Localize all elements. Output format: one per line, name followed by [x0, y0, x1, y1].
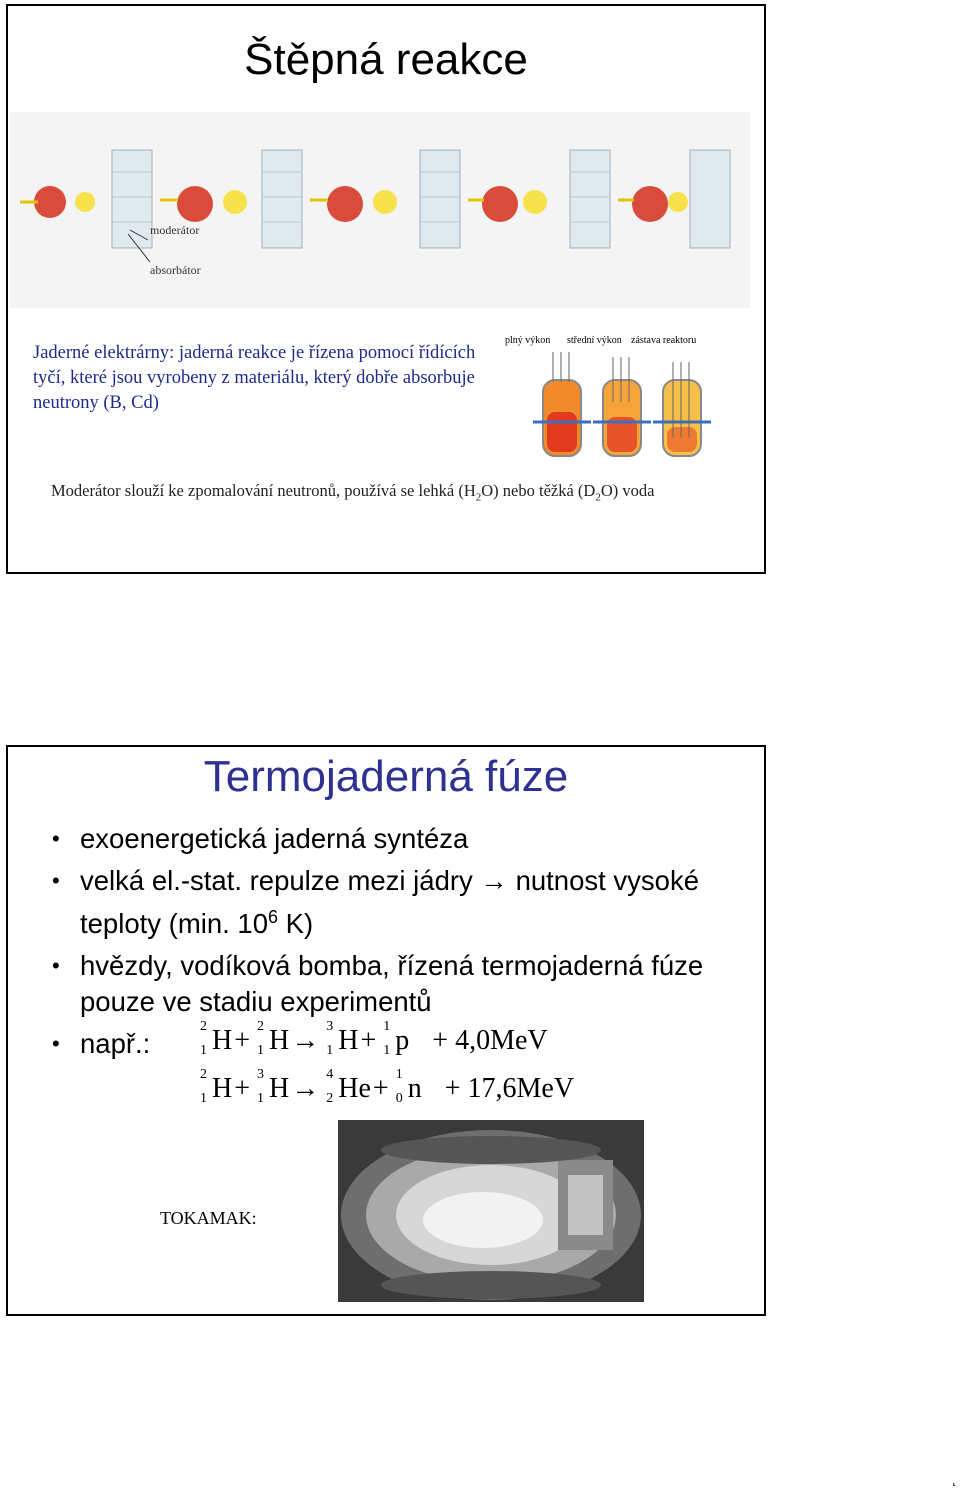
page-corner-mark: ˛ [952, 1470, 957, 1486]
reactor-power-states-image [503, 332, 718, 462]
slide-fusion [6, 745, 766, 1316]
bullet-item: • velká el.-stat. repulze mezi jádry → nutnost vysoké teploty (min. $10^6$ K) [52, 865, 700, 940]
bullet-item: • např.: [52, 1028, 151, 1060]
reactor-label-shutdown: zástava reaktoru [631, 335, 697, 346]
slide-title: Štěpná reakce [244, 35, 528, 84]
reactor-label-medium: střední výkon [567, 335, 622, 346]
reactor-label-full: plný výkon [505, 335, 551, 346]
tokamak-label: TOKAMAK: [160, 1208, 257, 1228]
moderator-label: moderátor [150, 223, 200, 237]
tokamak-photo [338, 1120, 644, 1302]
slide-title: Termojaderná fúze [203, 752, 569, 801]
fission-chain-diagram [10, 112, 750, 308]
fusion-equation-1: 2 1 H+ 2 1 H→ 3 1 H+ 1 1 p + 4,0MeV [200, 1019, 548, 1058]
absorber-label: absorbátor [150, 263, 201, 277]
moderator-text: Moderátor slouží ke zpomalování neutronů, používá se lehká $(H_2O)$ nebo těžká $(D_2O)$ voda [51, 481, 655, 504]
control-rods-text: Jaderné elektrárny: jaderná reakce je řízena pomocí řídících tyčí, které jsou vyrobeny z materiálu, který dobře absorbuje neutrony (B, Cd) [33, 343, 476, 413]
fusion-equation-2: 2 1 H+ 3 1 H→ 4 2 He+ 1 0 n + 17,6MeV [200, 1067, 575, 1106]
bullet-item: • hvězdy, vodíková bomba, řízená termojaderná fúze pouze ve stadiu experimentů [52, 950, 704, 1018]
slide-fission [6, 4, 766, 574]
bullet-item: • exoenergetická jaderná syntéza [52, 823, 469, 854]
